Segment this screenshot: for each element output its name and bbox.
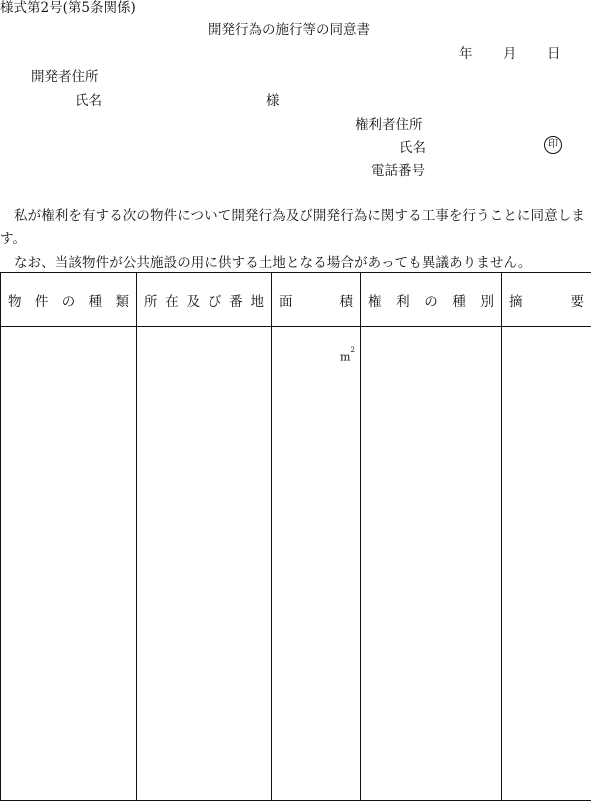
table-header-row (1, 273, 591, 327)
header-area (272, 273, 361, 327)
table-body-row (1, 327, 591, 801)
header-char: 所 (144, 293, 158, 310)
form-title: 開発行為の施行等の同意書 (208, 22, 370, 38)
date-day-label: 日 (547, 46, 561, 62)
header-char: 別 (480, 293, 494, 310)
header-right-type (361, 273, 502, 327)
header-char: 類 (115, 293, 129, 310)
developer-name-label: 氏名 (75, 93, 102, 109)
header-char: 要 (570, 293, 584, 310)
cell-right-type[interactable] (361, 327, 502, 801)
header-char: 積 (339, 293, 353, 310)
header-property-type (1, 273, 137, 327)
cell-area[interactable] (272, 327, 361, 801)
developer-honorific: 様 (266, 93, 280, 109)
header-char: の (424, 293, 438, 310)
holder-name-label: 氏名 (399, 140, 426, 156)
cell-property-type[interactable] (1, 327, 137, 801)
developer-address-label: 開発者住所 (31, 69, 99, 85)
holder-phone-label: 電話番号 (371, 163, 425, 179)
header-char: 種 (452, 293, 466, 310)
cell-remarks[interactable] (502, 327, 591, 801)
header-char: 在 (165, 293, 179, 310)
seal-mark: 印 (544, 136, 562, 154)
header-char: 物 (8, 293, 22, 310)
header-location-lot (137, 273, 272, 327)
area-unit: $m^2$ (340, 346, 355, 364)
holder-address-label: 権利者住所 (355, 117, 423, 133)
cell-location-lot[interactable] (137, 327, 272, 801)
date-month-label: 月 (503, 46, 517, 62)
consent-paragraph: 私が権利を有する次の物件について開発行為及び開発行為に関する工事を行うことに同意します。 (0, 208, 585, 247)
header-char: 地 (250, 293, 264, 310)
header-char: 摘 (509, 293, 523, 310)
header-char: 権 (368, 293, 382, 310)
property-table (0, 272, 591, 801)
header-char: 番 (229, 293, 243, 310)
header-char: の (61, 293, 76, 310)
header-char: 及 (186, 293, 201, 310)
header-char: 利 (396, 293, 410, 310)
form-number: 様式第2号(第5条関係) (0, 0, 136, 16)
no-objection-paragraph: なお、当該物件が公共施設の用に供する土地となる場合があっても異議ありません。 (14, 255, 532, 271)
header-char: 面 (279, 293, 293, 310)
date-year-label: 年 (459, 46, 473, 62)
header-char: び (207, 293, 222, 310)
header-remarks (502, 273, 591, 327)
header-char: 種 (88, 293, 103, 310)
header-char: 件 (34, 293, 49, 310)
